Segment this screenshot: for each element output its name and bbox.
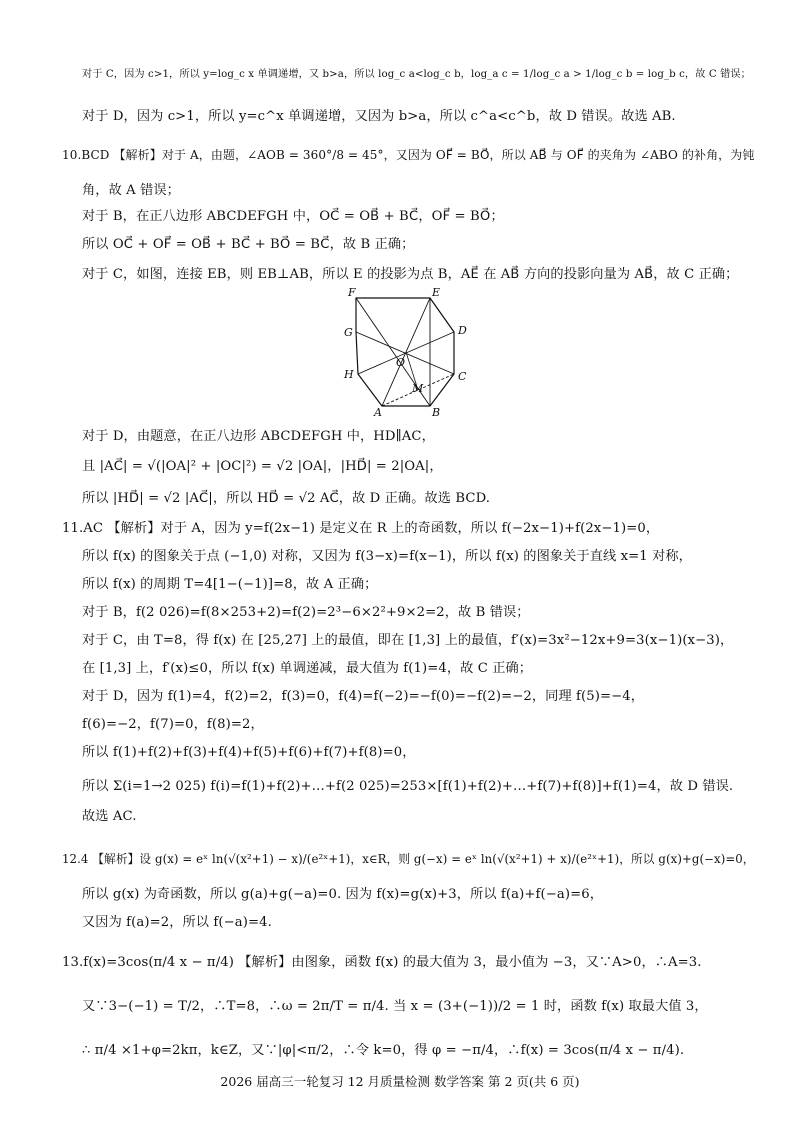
vertex-label: F — [348, 288, 356, 299]
text-line: 所以 g(x) 为奇函数，所以 g(a)+g(−a)=0. 因为 f(x)=g(x)+3，所以 f(a)+f(−a)=6， — [82, 887, 604, 902]
problem-11-header: 11.AC 【解析】对于 A，因为 y=f(2x−1) 是定义在 R 上的奇函数，所以 f(−2x−1)+f(2x−1)=0， — [62, 521, 660, 536]
text-line: 故选 AC. — [82, 809, 137, 824]
vertex-label: B — [432, 406, 441, 418]
text-line: 又因为 f(a)=2，所以 f(−a)=4. — [82, 915, 272, 930]
vertex-label: H — [344, 368, 354, 381]
text-line: 在 [1,3] 上，f′(x)≤0，所以 f(x) 单调递减，最大值为 f(1)=4，故 C 正确； — [82, 661, 533, 676]
text-line: 对于 D，因为 c>1，所以 y=c^x 单调递增，又因为 b>a，所以 c^a<c^b，故 D 错误。故选 AB. — [82, 109, 676, 124]
vertex-label: G — [344, 326, 353, 339]
text-line: 对于 C，由 T=8，得 f(x) 在 [25,27] 上的最值，即在 [1,3] 上的最值，f′(x)=3x²−12x+9=3(x−1)(x−3)， — [82, 633, 734, 648]
vertex-label: E — [432, 288, 441, 299]
text-line: ∴ π/4 ×1+φ=2kπ，k∈Z，又∵|φ|<π/2，∴令 k=0，得 φ = −π/4，∴f(x) = 3cos(π/4 x − π/4). — [82, 1043, 685, 1058]
text-line: 对于 B，f(2 026)=f(8×253+2)=f(2)=2³−6×2²+9×2=2，故 B 错误； — [82, 605, 530, 620]
text-line: 角，故 A 错误； — [82, 183, 180, 198]
text-line: 对于 B，在正八边形 ABCDEFGH 中，OC⃗ = OB⃗ + BC⃗，OF⃗ = BO⃗； — [82, 209, 504, 224]
text-line: 对于 C，如图，连接 EB，则 EB⊥AB，所以 E 的投影为点 B，AE⃗ 在 AB⃗ 方向的投影向量为 AB⃗，故 C 正确； — [82, 267, 739, 282]
octagon-figure — [330, 288, 480, 418]
text-line: 对于 D，由题意，在正八边形 ABCDEFGH 中，HD∥AC， — [82, 429, 435, 444]
text-line: 所以 f(x) 的周期 T=4[1−(−1)]=8，故 A 正确； — [82, 577, 378, 592]
point-label: M — [412, 382, 424, 395]
text-line: f(6)=−2，f(7)=0，f(8)=2， — [82, 717, 264, 732]
problem-12-header: 12.4 【解析】设 g(x) = eˣ ln(√(x²+1) − x)/(e²ˣ+1)，x∈R，则 g(−x) = eˣ ln(√(x²+1) + x)/(e²ˣ+1)，所以 g(x)+g(−x)=0， — [62, 852, 755, 866]
text-line: 所以 f(1)+f(2)+f(3)+f(4)+f(5)+f(6)+f(7)+f(8)=0， — [82, 745, 416, 760]
octagon-outline — [356, 298, 454, 406]
vertex-label: D — [458, 324, 467, 337]
vertex-label: A — [374, 406, 382, 418]
text-line: 且 |AC⃗| = √(|OA|² + |OC|²) = √2 |OA|，|HD⃗| = 2|OA|， — [82, 459, 443, 474]
problem-13-header: 13.f(x)=3cos(π/4 x − π/4) 【解析】由图象，函数 f(x) 的最大值为 3，最小值为 −3，又∵A>0，∴A=3. — [62, 955, 702, 970]
text-line: 所以 OC⃗ + OF⃗ = OB⃗ + BC⃗ + BO⃗ = BC⃗，故 B 正确； — [82, 237, 415, 252]
center-label: O — [396, 356, 406, 369]
text-line: 对于 C，因为 c>1，所以 y=log_c x 单调递增，又 b>a，所以 log_c a<log_c b，log_a c = 1/log_c a > 1/log_c b = log_b c，故 C 错误； — [82, 69, 751, 80]
text-line: 又∵3−(−1) = T/2，∴T=8，∴ω = 2π/T = π/4. 当 x = (3+(−1))/2 = 1 时，函数 f(x) 取最大值 3， — [82, 999, 708, 1014]
text-line: 所以 |HD⃗| = √2 |AC⃗|，所以 HD⃗ = √2 AC⃗，故 D 正确。故选 BCD. — [82, 491, 491, 506]
text-line: 所以 f(x) 的图象关于点 (−1,0) 对称，又因为 f(3−x)=f(x−1)，所以 f(x) 的图象关于直线 x=1 对称， — [82, 549, 692, 564]
page-footer: 2026 届高三一轮复习 12 月质量检测 数学答案 第 2 页(共 6 页) — [220, 1074, 580, 1089]
problem-10-header: 10.BCD 【解析】对于 A，由题，∠AOB = 360°/8 = 45°，又因为 OF⃗ = BO⃗，所以 AB⃗ 与 OF⃗ 的夹角为 ∠ABO 的补角，为钝 — [62, 148, 755, 162]
text-line: 对于 D，因为 f(1)=4，f(2)=2，f(3)=0，f(4)=f(−2)=−f(0)=−f(2)=−2，同理 f(5)=−4， — [82, 689, 645, 704]
vertex-label: C — [458, 370, 467, 383]
text-line: 所以 Σ(i=1→2 025) f(i)=f(1)+f(2)+…+f(2 025)=253×[f(1)+f(2)+…+f(7)+f(8)]+f(1)=4，故 D 错误. — [82, 779, 734, 794]
